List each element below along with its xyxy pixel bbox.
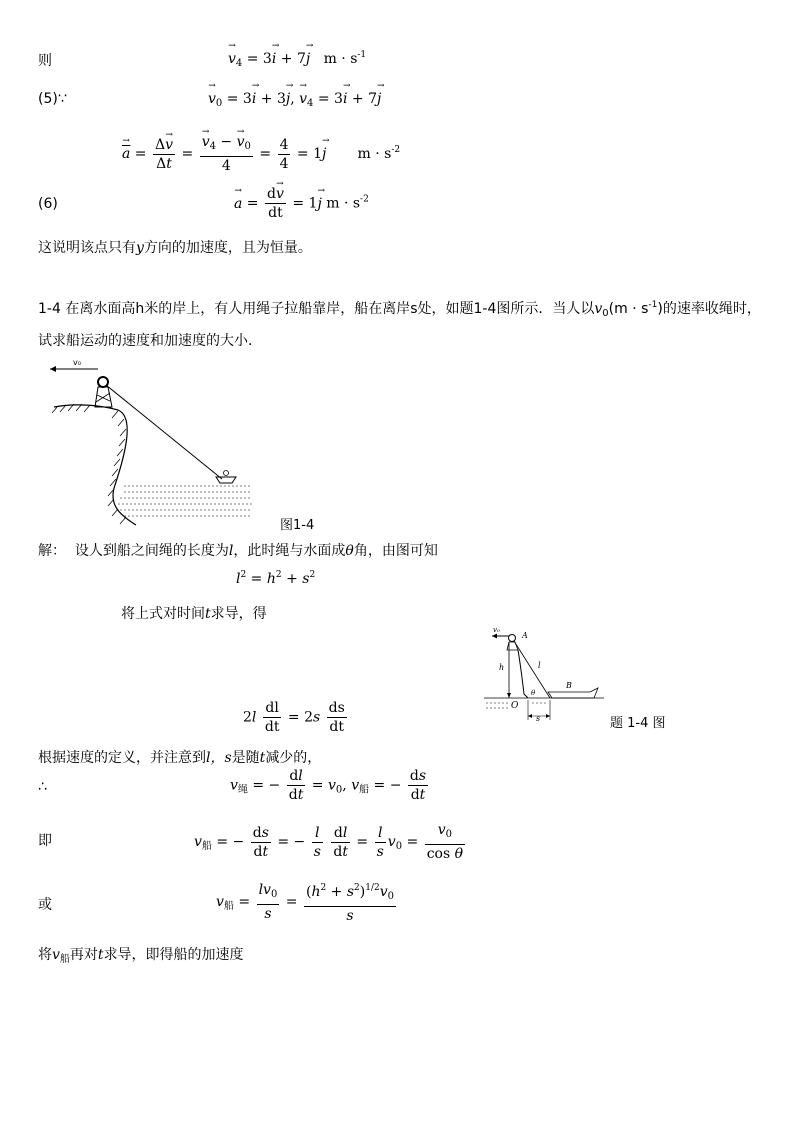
therefore-symbol: ∴ xyxy=(38,779,47,795)
label-huo: 或 xyxy=(38,897,52,913)
figure-title-1-4 xyxy=(482,622,612,728)
problem-statement: 1-4 在离水面高h米的岸上，有人用绳子拉船靠岸，船在离岸s处，如题1-4图所示．当人以$v_0(m \cdot s^{-1})$的速率收绳时， xyxy=(38,300,761,319)
fig2-s: s xyxy=(536,714,541,723)
equation-v-rope: $v_绳$ = − $\frac{dl}{dt}$ = $v_0$, $v_船$ = − $\frac{ds}{dt}$ xyxy=(230,768,427,803)
fig2-A: A xyxy=(522,631,528,640)
fig2-B: B xyxy=(566,681,572,690)
label-step6: (6) xyxy=(38,196,58,212)
conclusion-text: 这说明该点只有y方向的加速度，且为恒量。 xyxy=(38,240,312,256)
equation-derivative: 2l $\frac{dl}{dt}$ = 2s $\frac{ds}{dt}$ xyxy=(243,700,345,735)
equation-v-boat-alt: $v_船$ = $\frac{lv_0}{s}$ = $\frac{(h^2 + s^2)^{1/2}v_0}{s}$ xyxy=(216,882,395,924)
label-ji: 即 xyxy=(38,833,52,849)
figure-2-caption: 题 1-4 图 xyxy=(610,716,666,731)
fig2-theta: θ xyxy=(531,689,536,697)
fig2-h: h xyxy=(499,663,505,672)
fig2-l: l xyxy=(538,661,541,670)
fig2-v0: v₀ xyxy=(493,626,500,634)
label-ze: 则 xyxy=(38,53,52,69)
fig1-v0-label: v₀ xyxy=(73,358,81,367)
problem-question: 试求船运动的速度和加速度的大小． xyxy=(38,333,262,349)
unit: m · s xyxy=(323,51,358,67)
solution-intro: 解： 设人到船之间绳的长度为l，此时绳与水面成θ角，由图可知 xyxy=(38,543,438,559)
equation-v-boat: $v_船$ = − $\frac{ds}{dt}$ = − $\frac{l}{s}$ $\frac{dl}{dt}$ = $\frac{l}{s}$ $v_0$ = $\frac{v_0}{\text{cos θ}}$ xyxy=(194,822,464,862)
figure-1-4 xyxy=(40,355,255,530)
equation-v0-v4: $v \to_0 = 3i$ → + 3j →, $v \to_4 = 3i$ → + 7j → xyxy=(208,91,381,109)
equation-v4: $v \to_4 = 3i$ → + 7j → $m \cdot s^{-1}$ xyxy=(228,50,366,69)
label-step5: (5)∵ xyxy=(38,91,67,107)
figure-1-caption: 图1-4 xyxy=(280,518,315,533)
definition-text: 根据速度的定义，并注意到l，s是随t减少的， xyxy=(38,750,322,766)
fig2-O: O xyxy=(511,701,519,711)
equation-avg-accel: $\overline{a}$ → = $\frac{\Delta v \to}{\Delta t}$ = $\frac{v \to_4 - v \to_0}{4}$ = $\frac{4}{4}$ = 1j → $m \cdot s^{-2}$ xyxy=(122,134,400,174)
equation-pythagoras: $l^2 = h^2 + s^2$ xyxy=(236,570,316,587)
final-text: 将$v_船$再对t求导，即得船的加速度 xyxy=(38,947,244,965)
differentiate-text: 将上式对时间t求导，得 xyxy=(121,606,267,622)
equation-accel: a → = $\frac{dv \to}{dt}$ = $1j \to m \cdot s^{-2}$ xyxy=(234,186,369,221)
